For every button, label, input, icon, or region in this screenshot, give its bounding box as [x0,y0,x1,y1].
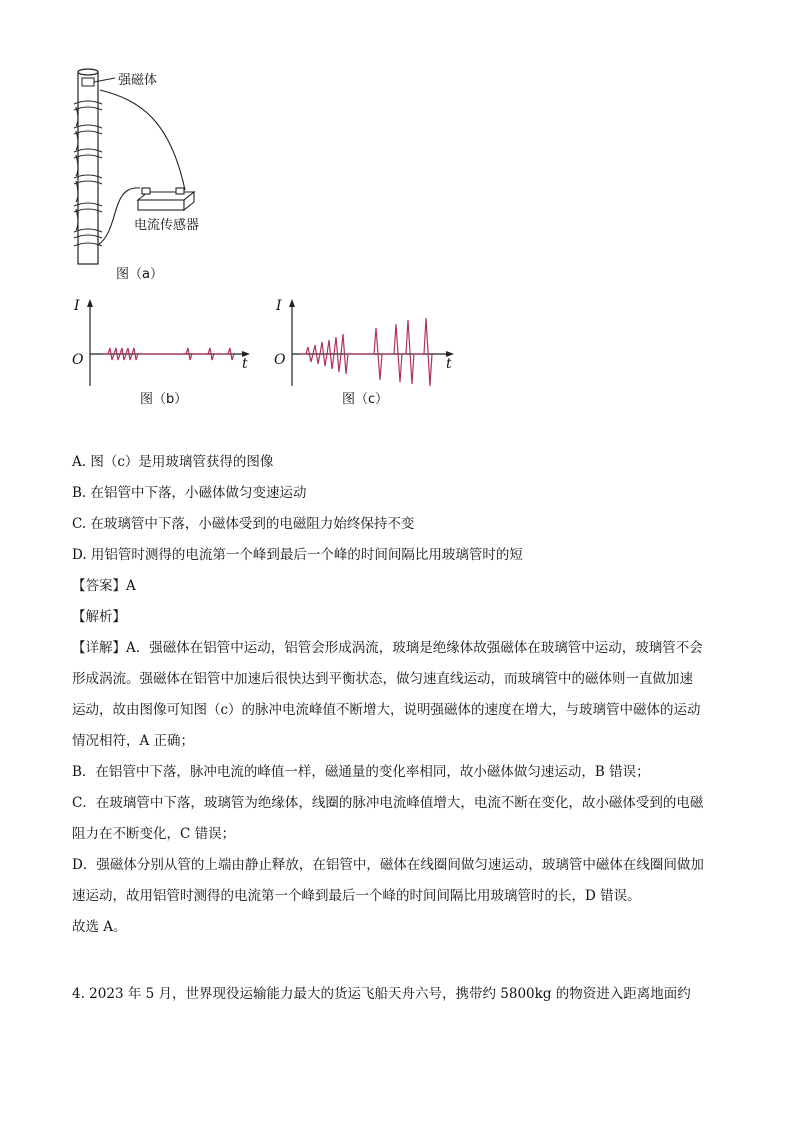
y-axis-label-c: I [276,298,282,314]
x-axis-label-c: t [446,356,452,372]
detail-line-8: D．强磁体分别从管的上端由静止释放，在铝管中，磁体在线圈间做匀速运动，玻璃管中磁体在线圈间做加 [72,857,704,873]
wire-top [100,90,185,190]
origin-label-c: O [274,352,286,368]
figure-a-caption: 图（a） [116,267,163,282]
tube-apparatus-diagram [60,60,320,265]
detail-line-1: 【详解】A．强磁体在铝管中运动，铝管会形成涡流，玻璃是绝缘体故强磁体在玻璃管中运动，玻璃管不会 [72,640,703,656]
answer-tag: 【答案】 [72,578,126,594]
option-c: C. 在玻璃管中下落，小磁体受到的电磁阻力始终保持不变 [72,516,415,532]
answer-line [72,576,136,596]
y-axis-label-b: I [74,298,80,314]
detail-line-2: 形成涡流。强磁体在铝管中加速后很快达到平衡状态，做匀速直线运动，而玻璃管中的磁体则一直做加速 [72,671,693,687]
current-time-graph-b [68,296,258,386]
sensor-label: 电流传感器 [134,218,200,233]
detail-line-6: C．在玻璃管中下落，玻璃管为绝缘体，线圈的脉冲电流峰值增大，电流不断在变化，故小磁体受到的电磁 [72,795,704,811]
figure-b [68,296,258,411]
figure-c [270,296,470,411]
origin-label-b: O [72,352,84,368]
analysis-tag: 【解析】 [72,609,126,625]
tube-top [78,69,98,75]
option-a: A. 图（c）是用玻璃管获得的图像 [72,454,274,470]
current-sensor [138,188,194,210]
figure-c-caption: 图（c） [342,392,389,407]
figure-a [60,60,320,290]
detail-line-7: 阻力在不断变化，C 错误； [72,826,236,842]
answer-value: A [126,578,136,594]
magnet-label: 强磁体 [118,73,158,88]
detail-line-4: 情况相符，A 正确； [72,733,195,749]
magnet [82,78,94,86]
option-d: D. 用铝管时测得的电流第一个峰到最后一个峰的时间间隔比用玻璃管时的短 [72,547,523,563]
detail-line-5: B．在铝管中下落，脉冲电流的峰值一样，磁通量的变化率相同，故小磁体做匀速运动，B 错误； [72,764,650,780]
figure-b-caption: 图（b） [140,392,188,407]
detail-line-9: 速运动，故用铝管时测得的电流第一个峰到最后一个峰的时间间隔比用玻璃管时的长，D 错误。 [72,888,641,904]
x-axis-label-b: t [242,356,248,372]
next-question: 4. 2023 年 5 月，世界现役运输能力最大的货运飞船天舟六号，携带约 5800kg 的物资进入距离地面约 [72,986,691,1002]
option-b: B. 在铝管中下落，小磁体做匀变速运动 [72,485,307,501]
detail-line-10: 故选 A。 [72,919,127,935]
detail-line-3: 运动，故由图像可知图（c）的脉冲电流峰值不断增大，说明强磁体的速度在增大，与玻璃管中磁体的运动 [72,702,701,718]
current-time-graph-c [270,296,470,386]
pulse-trace-c [300,318,432,386]
